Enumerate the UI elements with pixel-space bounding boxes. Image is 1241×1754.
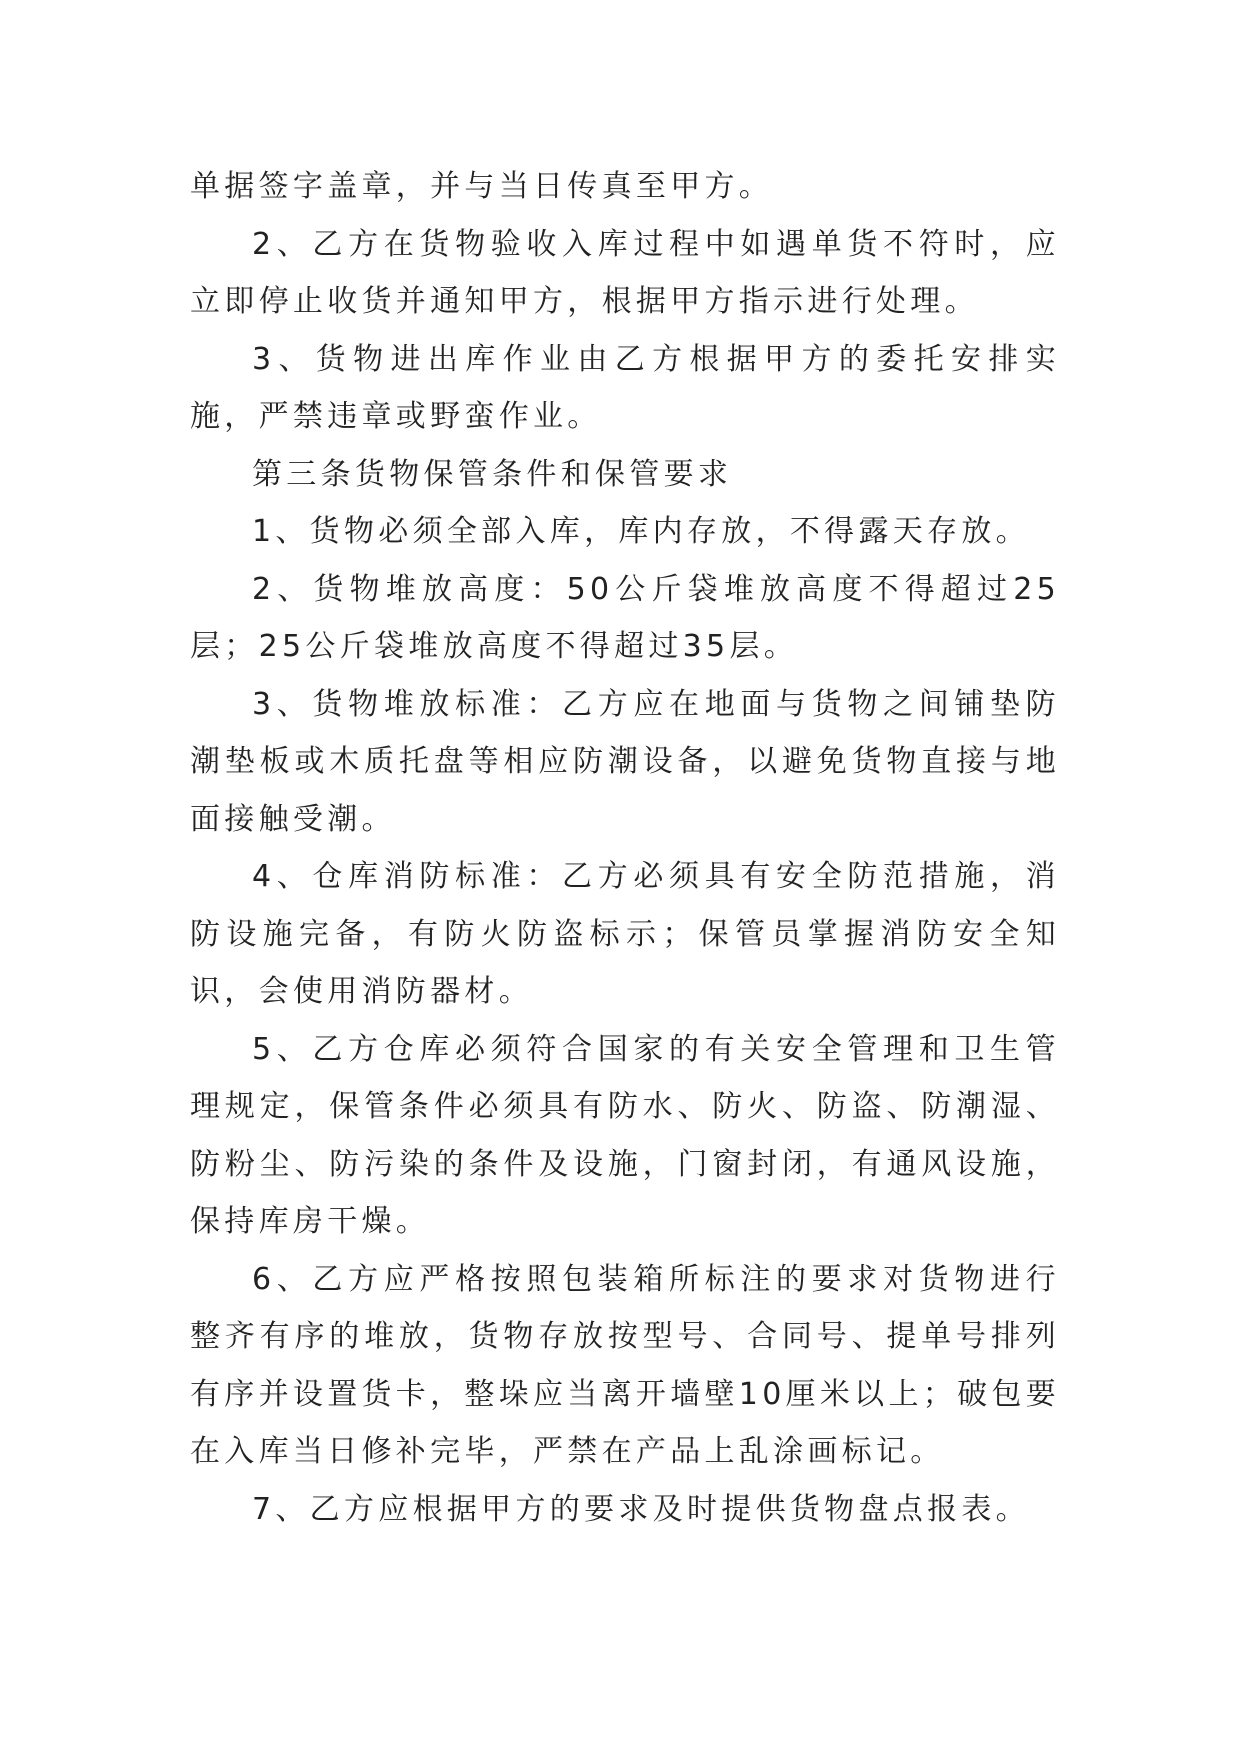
paragraph-storage-1: 1、货物必须全部入库，库内存放，不得露天存放。	[252, 514, 1030, 549]
paragraph-continuation: 单据签字盖章，并与当日传真至甲方。	[190, 169, 774, 204]
paragraph-storage-6-orderly-stacking: 6、乙方应严格按照包装箱所标注的要求对货物进行整齐有序的堆放，货物存放按型号、合同号、提单号排列有序并设置货卡，整垛应当离开墙壁10厘米以上；破包要在入库当日修补完毕，严禁在产品上乱涂画标记。	[190, 1261, 1060, 1469]
paragraph-storage-4-fire-safety: 4、仓库消防标准：乙方必须具有安全防范措施，消防设施完备，有防火防盗标示；保管员掌握消防安全知识，会使用消防器材。	[190, 859, 1060, 1009]
document-body	[190, 158, 1060, 1538]
paragraph-storage-7-inventory-report: 7、乙方应根据甲方的要求及时提供货物盘点报表。	[252, 1491, 1030, 1527]
paragraph-storage-5-regulations: 5、乙方仓库必须符合国家的有关安全管理和卫生管理规定，保管条件必须具有防水、防火、防盗、防潮湿、防粉尘、防污染的条件及设施，门窗封闭，有通风设施，保持库房干燥。	[190, 1031, 1060, 1239]
paragraph-clause-2-receiving: 2、乙方在货物验收入库过程中如遇单货不符时，应立即停止收货并通知甲方，根据甲方指示进行处理。	[190, 226, 1060, 319]
paragraph-storage-3-stacking-standard: 3、货物堆放标准：乙方应在地面与货物之间铺垫防潮垫板或木质托盘等相应防潮设备，以避免货物直接与地面接触受潮。	[190, 686, 1060, 837]
paragraph-clause-3-operations: 3、货物进出库作业由乙方根据甲方的委托安排实施，严禁违章或野蛮作业。	[190, 341, 1060, 434]
paragraph-storage-2-stacking-height: 2、货物堆放高度：50公斤袋堆放高度不得超过25层；25公斤袋堆放高度不得超过35层。	[190, 571, 1060, 664]
section-heading-article-3: 第三条货物保管条件和保管要求	[252, 456, 733, 492]
